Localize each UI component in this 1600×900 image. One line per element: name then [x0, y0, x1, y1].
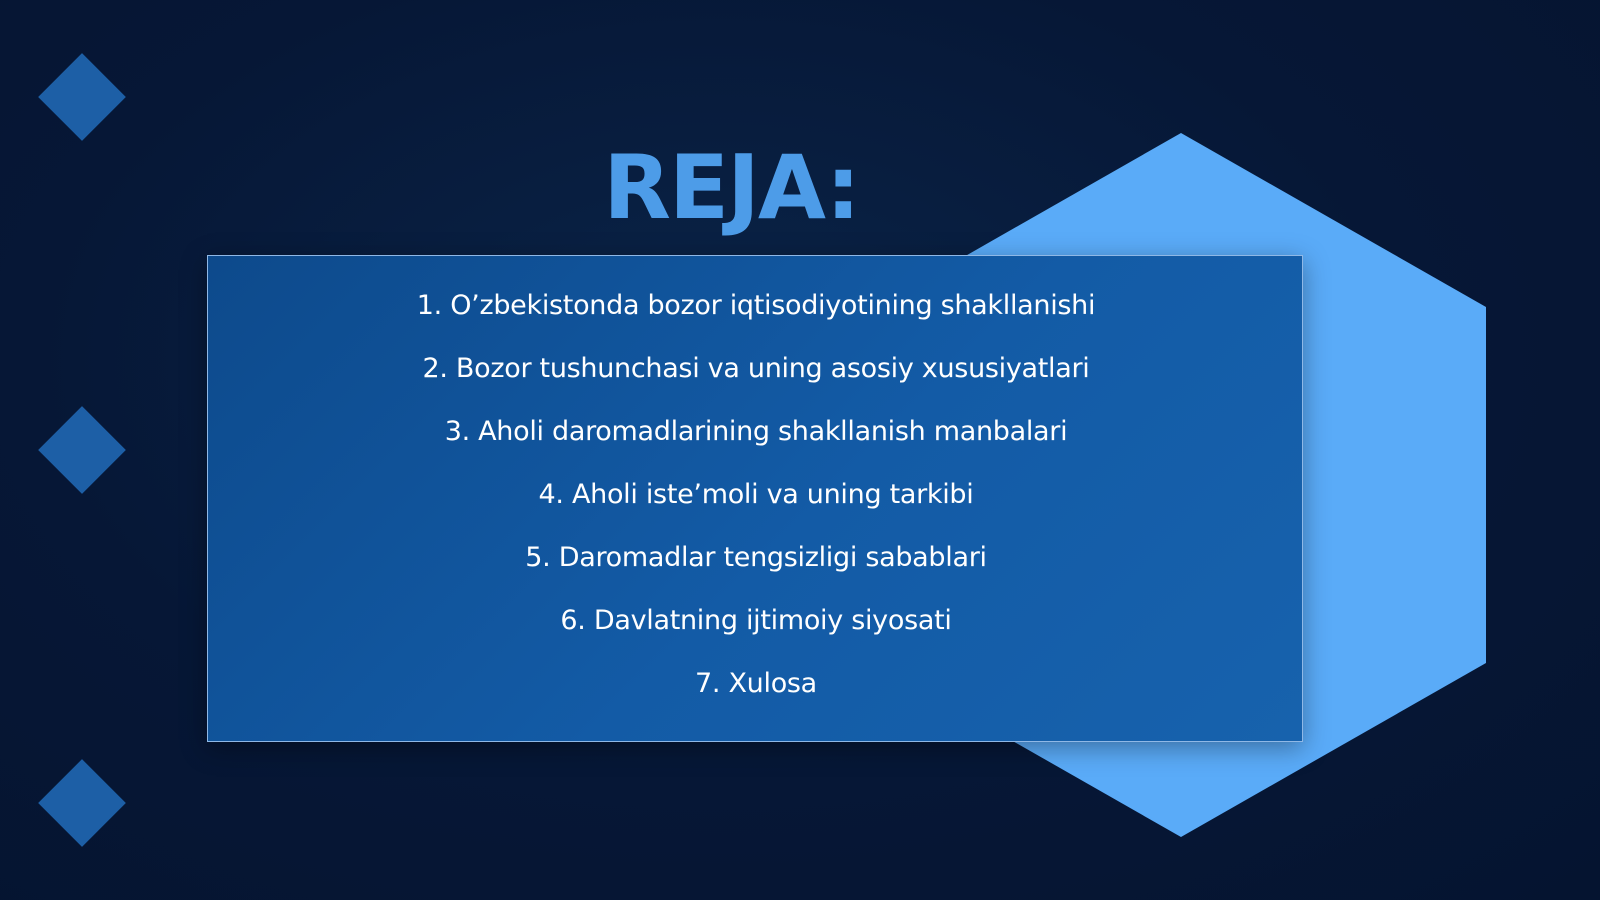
plan-item: 2. Bozor tushunchasi va uning asosiy xususiyatlari	[422, 353, 1090, 384]
plan-item: 5. Daromadlar tengsizligi sabablari	[525, 542, 987, 573]
slide-title: REJA:	[603, 136, 859, 239]
plan-list	[208, 292, 1304, 733]
plan-item: 3. Aholi daromadlarining shakllanish manbalari	[444, 416, 1068, 447]
plan-item: 4. Aholi iste’moli va uning tarkibi	[538, 479, 974, 510]
plan-item: 7. Xulosa	[695, 668, 817, 699]
plan-panel	[207, 255, 1303, 742]
plan-item: 6. Davlatning ijtimoiy siyosati	[560, 605, 952, 636]
plan-item: 1. O’zbekistonda bozor iqtisodiyotining shakllanishi	[416, 290, 1096, 321]
